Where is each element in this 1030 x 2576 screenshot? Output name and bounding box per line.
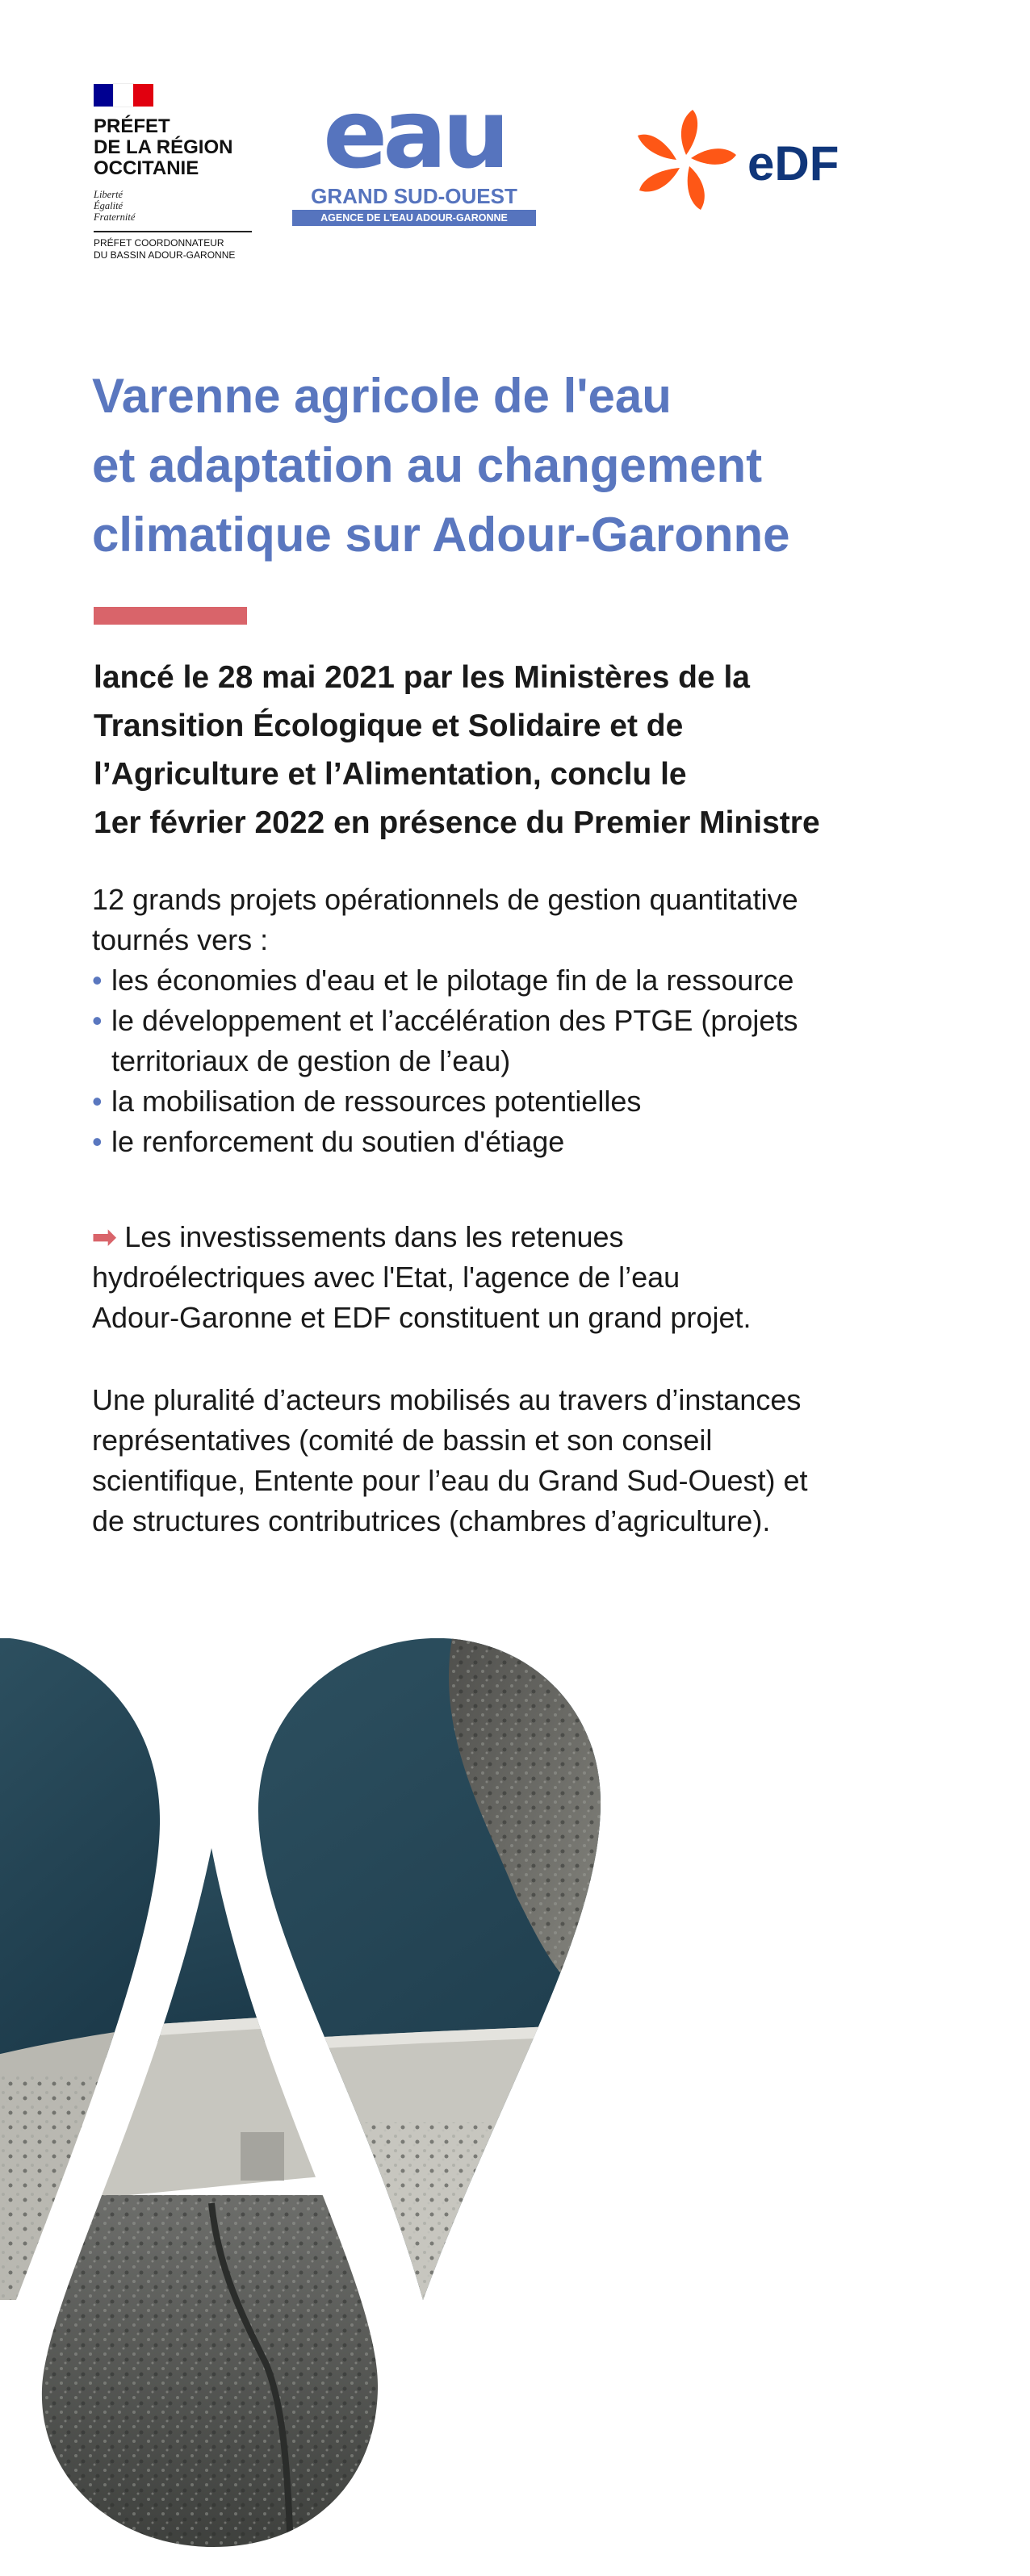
prefet-divider (94, 231, 252, 232)
projects-list (92, 960, 980, 1162)
bullet-icon: • (92, 1004, 103, 1037)
bullet-icon: • (92, 1125, 103, 1158)
investments-paragraph (92, 1217, 980, 1338)
edf-sun-icon (630, 105, 743, 226)
list-item-text: les économies d'eau et le pilotage fin de la ressource (111, 964, 794, 997)
eau-agency-band: AGENCE DE L'EAU ADOUR-GARONNE (292, 210, 536, 226)
list-item-text: le renforcement du soutien d'étiage (111, 1125, 565, 1158)
bullet-icon: • (92, 964, 103, 997)
bullet-icon: • (92, 1085, 103, 1118)
list-item-text: la mobilisation de ressources potentielles (111, 1085, 642, 1118)
title-accent-bar (94, 607, 247, 625)
list-item (92, 1081, 980, 1122)
marianne-flag-icon (94, 84, 153, 107)
prefet-logo (94, 84, 255, 261)
list-item-text: le développement et l’accélération des PTGE (projets territoriaux de gestion de l’eau) (111, 1004, 798, 1077)
republic-motto: Liberté Égalité Fraternité (94, 189, 136, 223)
dam-photo-shapes (0, 1638, 1030, 2576)
eau-wordmark: eau (323, 78, 505, 190)
investments-text: Les investissements dans les retenues hydroélectriques avec l'Etat, l'agence de l’eau Adour-Garonne et EDF constituent un grand projet. (92, 1220, 752, 1334)
list-item (92, 1122, 980, 1162)
intro-paragraph: lancé le 28 mai 2021 par les Ministères de la Transition Écologique et Solidaire et de l’Agriculture et l’Alimentation, conclu le 1er février 2022 en présence du Premier Ministre (94, 660, 820, 840)
list-item (92, 1001, 980, 1081)
prefet-title: PRÉFET DE LA RÉGION OCCITANIE (94, 115, 233, 179)
projects-section (92, 880, 980, 1162)
agence-eau-logo (292, 78, 536, 226)
actors-paragraph: Une pluralité d’acteurs mobilisés au travers d’instances représentatives (comité de bassin et son conseil scientifique, Entente pour l’eau du Grand Sud-Ouest) et de structures contributrices (chambres d’agriculture). (92, 1383, 808, 1537)
page-title: Varenne agricole de l'eau et adaptation au changement climatique sur Adour-Garonne (92, 369, 790, 562)
list-item (92, 960, 980, 1001)
prefet-subtitle: PRÉFET COORDONNATEUR DU BASSIN ADOUR-GARONNE (94, 237, 236, 261)
edf-logo (630, 105, 888, 226)
eau-region: GRAND SUD-OUEST (311, 184, 517, 208)
projects-lead: 12 grands projets opérationnels de gestion quantitative tournés vers : (92, 883, 798, 956)
arrow-right-icon: ➡ (92, 1220, 117, 1253)
edf-wordmark: eDF (747, 136, 839, 190)
